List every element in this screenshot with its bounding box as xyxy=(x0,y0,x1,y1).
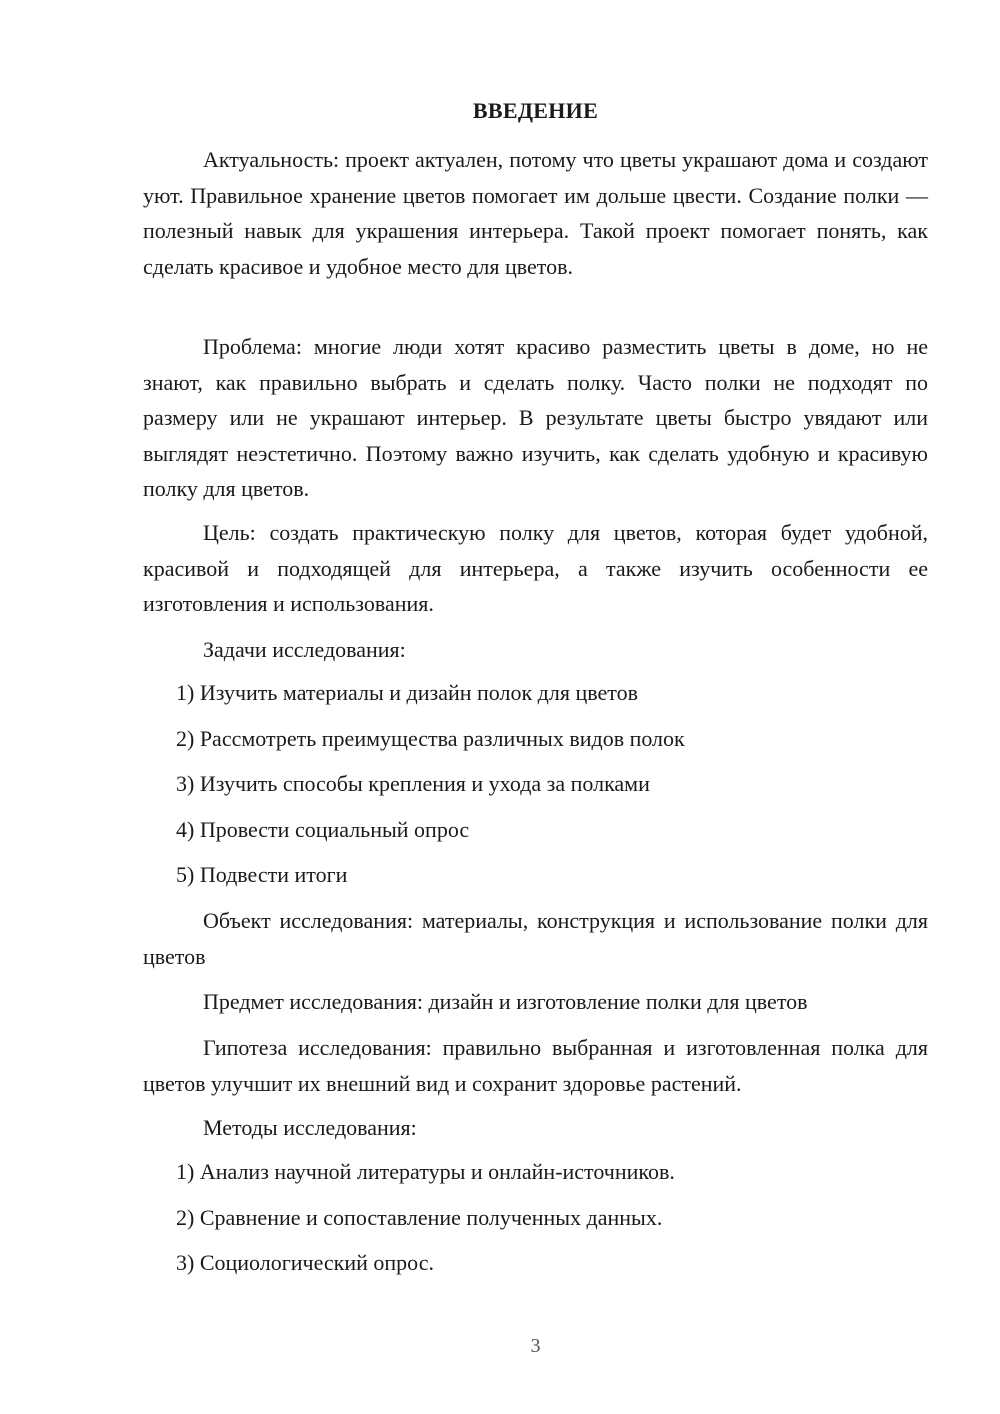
page-number: 3 xyxy=(530,1335,541,1357)
goal-paragraph: Цель: создать практическую полку для цветов, которая будет удобной, красивой и подходящей для интерьера, а также изучить особенности ее изготовления и использования. xyxy=(143,520,928,616)
method-item-2: 2) Сравнение и сопоставление полученных данных. xyxy=(176,1205,663,1230)
problem-paragraph: Проблема: многие люди хотят красиво разместить цветы в доме, но не знают, как правильно выбрать и сделать полку. Часто полки не подходят по размеру или не украшают интерьер. В результате цветы быстро увядают или выглядят неэстетично. Поэтому важно изучить, как сделать удобную и красивую полку для цветов. xyxy=(143,334,928,501)
object-paragraph: Объект исследования: материалы, конструкция и использование полки для цветов xyxy=(143,908,928,969)
task-item-3: 3) Изучить способы крепления и ухода за полками xyxy=(176,771,650,796)
tasks-heading: Задачи исследования: xyxy=(203,637,406,662)
task-item-4: 4) Провести социальный опрос xyxy=(176,817,470,842)
methods-heading: Методы исследования: xyxy=(203,1115,417,1140)
task-item-2: 2) Рассмотреть преимущества различных видов полок xyxy=(176,726,685,751)
hypothesis-paragraph: Гипотеза исследования: правильно выбранная и изготовленная полка для цветов улучшит их внешний вид и сохранит здоровье растений. xyxy=(143,1035,928,1096)
section-title: ВВЕДЕНИЕ xyxy=(472,98,599,123)
task-item-1: 1) Изучить материалы и дизайн полок для цветов xyxy=(176,680,638,705)
method-item-1: 1) Анализ научной литературы и онлайн-источников. xyxy=(176,1159,675,1184)
relevance-paragraph: Актуальность: проект актуален, потому что цветы украшают дома и создают уют. Правильное хранение цветов помогает им дольше цвести. Создание полки — полезный навык для украшения интерьера. Такой проект помогает понять, как сделать красивое и удобное место для цветов. xyxy=(143,147,928,279)
method-item-3: 3) Социологический опрос. xyxy=(176,1250,434,1275)
document-page xyxy=(143,0,928,1414)
task-item-5: 5) Подвести итоги xyxy=(176,862,348,887)
subject-paragraph: Предмет исследования: дизайн и изготовление полки для цветов xyxy=(203,989,808,1014)
